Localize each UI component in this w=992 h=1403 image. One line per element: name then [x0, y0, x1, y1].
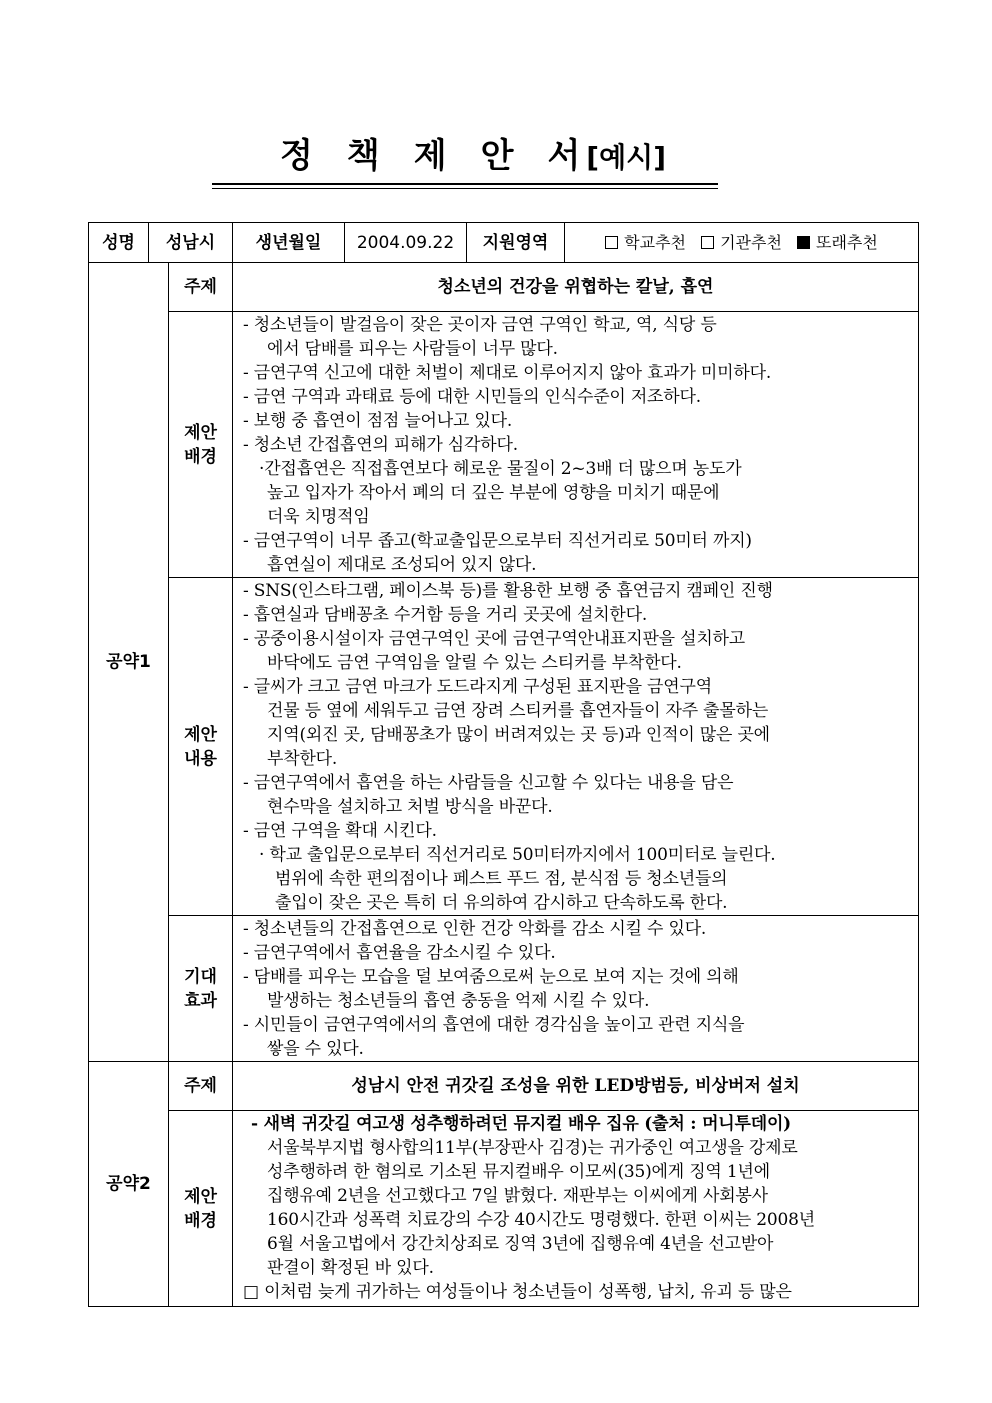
- checkbox-icon[interactable]: [701, 236, 714, 249]
- pledge2-background-row: [89, 1111, 919, 1307]
- pledge2-background-content: [233, 1111, 919, 1307]
- pledge1-subject: 청소년의 건강을 위협하는 칼날, 흡연: [233, 263, 919, 312]
- text-line: - 금연구역에서 흡연율을 감소시킬 수 있다.: [243, 943, 556, 963]
- text-line: 쌓을 수 있다.: [267, 1039, 364, 1059]
- text-line: - 흡연실과 담배꽁초 수거함 등을 거리 곳곳에 설치한다.: [243, 605, 648, 625]
- option-peer[interactable]: 또래추천: [797, 233, 878, 252]
- pledge2-subject-label: 주제: [169, 1062, 233, 1111]
- text-line: □ 이처럼 늦게 귀가하는 여성들이나 청소년들이 성폭행, 납치, 유괴 등 많은: [243, 1282, 792, 1302]
- proposal-table: [88, 222, 919, 1307]
- text-line: 발생하는 청소년들의 흡연 충동을 억제 시킬 수 있다.: [267, 991, 650, 1011]
- header-row: [89, 223, 919, 263]
- text-line: - 금연구역에서 흡연을 하는 사람들을 신고할 수 있다는 내용을 담은: [243, 773, 734, 793]
- text-line: - 청소년 간접흡연의 피해가 심각하다.: [243, 435, 518, 455]
- text-line: 높고 입자가 작아서 폐의 더 깊은 부분에 영향을 미치기 때문에: [267, 483, 720, 503]
- title-word: 안: [480, 136, 516, 176]
- checkbox-icon[interactable]: [605, 236, 618, 249]
- name-label: 성명: [89, 223, 149, 263]
- option-school[interactable]: 학교추천: [605, 233, 686, 252]
- text-line: 판결이 확정된 바 있다.: [267, 1258, 434, 1278]
- text-line: 6월 서울고법에서 강간치상죄로 징역 3년에 집행유예 4년을 선고받아: [267, 1234, 774, 1254]
- text-line: 성추행하려 한 혐의로 기소된 뮤지컬배우 이모씨(35)에게 징역 1년에: [267, 1162, 770, 1182]
- pledge1-proposal-row: [89, 578, 919, 916]
- text-line: 현수막을 설치하고 처벌 방식을 바꾼다.: [267, 797, 553, 817]
- pledge1-background-content: [233, 312, 919, 578]
- text-line: 에서 담배를 피우는 사람들이 너무 많다.: [267, 339, 558, 359]
- text-line: - 보행 중 흡연이 점점 늘어나고 있다.: [243, 411, 513, 431]
- text-line: - 청소년들이 발걸음이 잦은 곳이자 금연 구역인 학교, 역, 식당 등: [243, 315, 717, 335]
- pledge2-label: 공약2: [89, 1062, 169, 1307]
- text-line: ·간접흡연은 직접흡연보다 헤로운 물질이 2~3배 더 많으며 농도가: [259, 459, 742, 479]
- pledge1-background-label: 제안 배경: [169, 312, 233, 578]
- title-word: 제: [413, 136, 449, 176]
- pledge1-effect-row: [89, 916, 919, 1062]
- birth-value: 2004.09.22: [345, 223, 467, 263]
- area-label: 지원영역: [467, 223, 565, 263]
- pledge2-subject-row: [89, 1062, 919, 1111]
- text-line: 부착한다.: [267, 749, 338, 769]
- pledge1-background-row: [89, 312, 919, 578]
- text-line: 160시간과 성폭력 치료강의 수강 40시간도 명령했다. 한편 이씨는 2008년: [267, 1210, 815, 1230]
- text-line: - SNS(인스타그램, 페이스북 등)를 활용한 보행 중 흡연금지 캠페인 진행: [243, 581, 773, 601]
- text-line: - 공중이용시설이자 금연구역인 곳에 금연구역안내표지판을 설치하고: [243, 629, 746, 649]
- title-suffix: [예시]: [586, 141, 666, 174]
- text-line: 바닥에도 금연 구역임을 알릴 수 있는 스티커를 부착한다.: [267, 653, 682, 673]
- text-line: - 새벽 귀갓길 여고생 성추행하려던 뮤지컬 배우 집유 (출처 : 머니투데이): [251, 1114, 792, 1134]
- pledge1-proposal-content: [233, 578, 919, 916]
- pledge1-effect-content: [233, 916, 919, 1062]
- text-line: - 금연 구역과 과태료 등에 대한 시민들의 인식수준이 저조하다.: [243, 387, 701, 407]
- text-line: - 시민들이 금연구역에서의 흡연에 대한 경각심을 높이고 관련 지식을: [243, 1015, 745, 1035]
- text-line: 지역(외진 곳, 담배꽁초가 많이 버려져있는 곳 등)과 인적이 많은 곳에: [267, 725, 770, 745]
- option-institution[interactable]: 기관추천: [701, 233, 782, 252]
- checkbox-checked-icon[interactable]: [797, 236, 810, 249]
- pledge1-subject-label: 주제: [169, 263, 233, 312]
- area-options: [565, 223, 919, 263]
- text-line: - 글씨가 크고 금연 마크가 도드라지게 구성된 표지판을 금연구역: [243, 677, 712, 697]
- text-line: 출입이 잦은 곳은 특히 더 유의하여 감시하고 단속하도록 한다.: [275, 893, 728, 913]
- text-line: 서울북부지법 형사합의11부(부장판사 김경)는 귀가중인 여고생을 강제로: [267, 1138, 798, 1158]
- pledge1-effect-label: 기대 효과: [169, 916, 233, 1062]
- name-value: 성남시: [149, 223, 233, 263]
- text-line: - 담배를 피우는 모습을 덜 보여줌으로써 눈으로 보여 지는 것에 의해: [243, 967, 739, 987]
- text-line: - 금연구역 신고에 대한 처벌이 제대로 이루어지지 않아 효과가 미미하다.: [243, 363, 772, 383]
- title-underline-thin: [212, 188, 718, 189]
- text-line: - 청소년들의 간접흡연으로 인한 건강 악화를 감소 시킬 수 있다.: [243, 919, 707, 939]
- text-line: 건물 등 옆에 세워두고 금연 장려 스티커를 흡연자들이 자주 출몰하는: [267, 701, 769, 721]
- text-line: - 금연 구역을 확대 시킨다.: [243, 821, 437, 841]
- title-underline: [212, 183, 718, 185]
- text-line: - 금연구역이 너무 좁고(학교출입문으로부터 직선거리로 50미터 까지): [243, 531, 752, 551]
- pledge2-background-label: 제안 배경: [169, 1111, 233, 1307]
- text-line: · 학교 출입문으로부터 직선거리로 50미터까지에서 100미터로 늘린다.: [259, 845, 776, 865]
- title-word: 서: [547, 136, 583, 176]
- pledge1-proposal-label: 제안 내용: [169, 578, 233, 916]
- pledge1-subject-row: [89, 263, 919, 312]
- text-line: 범위에 속한 편의점이나 페스트 푸드 점, 분식점 등 청소년들의: [275, 869, 728, 889]
- text-line: 흡연실이 제대로 조성되어 있지 않다.: [267, 555, 537, 575]
- text-line: 집행유예 2년을 선고했다고 7일 밝혔다. 재판부는 이씨에게 사회봉사: [267, 1186, 768, 1206]
- birth-label: 생년월일: [233, 223, 345, 263]
- pledge2-subject: 성남시 안전 귀갓길 조성을 위한 LED방범등, 비상버저 설치: [233, 1062, 919, 1111]
- document-title: [212, 128, 718, 177]
- pledge1-label: 공약1: [89, 263, 169, 1062]
- title-word: 책: [346, 136, 382, 176]
- title-word: 정: [280, 136, 315, 176]
- text-line: 더욱 치명적임: [267, 507, 370, 527]
